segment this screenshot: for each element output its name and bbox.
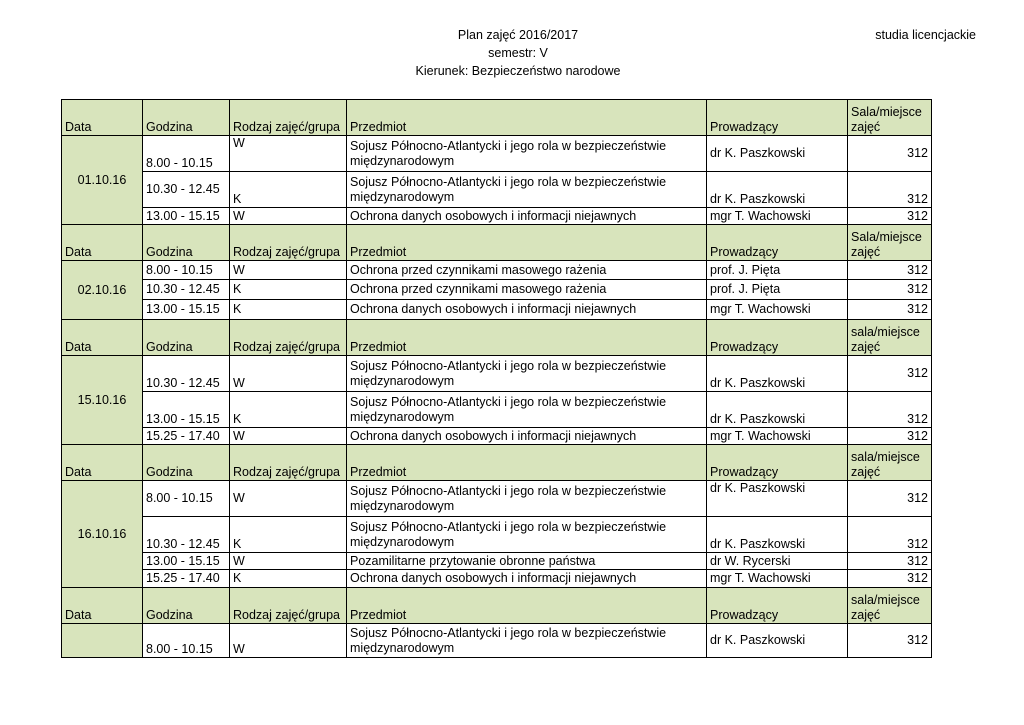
time-cell: 10.30 - 12.45 [143, 172, 230, 208]
type-cell: K [230, 392, 347, 428]
subject-cell: Ochrona danych osobowych i informacji niejawnych [347, 208, 707, 225]
table-row [62, 553, 932, 570]
room-cell: 312 [848, 280, 932, 300]
plan-title: Plan zajęć 2016/2017 [457, 28, 579, 42]
col-header-room: Sala/miejsce zajęć [848, 100, 932, 136]
teacher-cell: dr W. Rycerski [707, 553, 848, 570]
table-row [62, 356, 932, 392]
col-header-date: Data [62, 225, 143, 261]
teacher-cell: mgr T. Wachowski [707, 428, 848, 445]
col-header-subject: Przedmiot [347, 320, 707, 356]
table-row [62, 261, 932, 280]
type-cell: W [230, 356, 347, 392]
room-cell: 312 [848, 136, 932, 172]
time-cell: 8.00 - 10.15 [143, 261, 230, 280]
col-header-time: Godzina [143, 445, 230, 481]
col-header-time: Godzina [143, 225, 230, 261]
type-cell: W [230, 261, 347, 280]
col-header-teacher: Prowadzący [707, 445, 848, 481]
date-cell: 01.10.16 [62, 136, 143, 225]
col-header-subject: Przedmiot [347, 588, 707, 624]
major-label: Kierunek: Bezpieczeństwo narodowe [415, 64, 621, 78]
subject-cell: Ochrona danych osobowych i informacji niejawnych [347, 428, 707, 445]
teacher-cell: prof. J. Pięta [707, 261, 848, 280]
schedule-table [61, 99, 932, 658]
col-header-type: Rodzaj zajęć/grupa [230, 320, 347, 356]
type-cell: K [230, 517, 347, 553]
room-cell: 312 [848, 624, 932, 658]
type-cell: K [230, 280, 347, 300]
header-row [62, 588, 932, 624]
subject-cell: Sojusz Północno-Atlantycki i jego rola w bezpieczeństwie międzynarodowym [347, 517, 707, 553]
time-cell: 15.25 - 17.40 [143, 570, 230, 588]
subject-cell: Ochrona danych osobowych i informacji niejawnych [347, 570, 707, 588]
time-cell: 13.00 - 15.15 [143, 553, 230, 570]
teacher-cell: mgr T. Wachowski [707, 570, 848, 588]
semester-label: semestr: V [488, 46, 548, 60]
room-cell: 312 [848, 356, 932, 392]
teacher-cell: dr K. Paszkowski [707, 392, 848, 428]
teacher-cell: dr K. Paszkowski [707, 172, 848, 208]
col-header-subject: Przedmiot [347, 225, 707, 261]
teacher-cell: dr K. Paszkowski [707, 356, 848, 392]
table-row [62, 570, 932, 588]
col-header-type: Rodzaj zajęć/grupa [230, 225, 347, 261]
col-header-teacher: Prowadzący [707, 320, 848, 356]
col-header-time: Godzina [143, 100, 230, 136]
type-cell: W [230, 481, 347, 517]
table-row [62, 136, 932, 172]
col-header-room: sala/miejsce zajęć [848, 588, 932, 624]
subject-cell: Ochrona danych osobowych i informacji niejawnych [347, 300, 707, 320]
time-cell: 8.00 - 10.15 [143, 136, 230, 172]
col-header-subject: Przedmiot [347, 445, 707, 481]
header-row [62, 445, 932, 481]
teacher-cell: dr K. Paszkowski [707, 517, 848, 553]
header-row [62, 100, 932, 136]
teacher-cell: dr K. Paszkowski [707, 624, 848, 658]
col-header-type: Rodzaj zajęć/grupa [230, 445, 347, 481]
subject-cell: Sojusz Północno-Atlantycki i jego rola w bezpieczeństwie międzynarodowym [347, 172, 707, 208]
subject-cell: Pozamilitarne przytowanie obronne państwa [347, 553, 707, 570]
document-header [368, 26, 668, 80]
type-cell: W [230, 136, 347, 172]
subject-cell: Sojusz Północno-Atlantycki i jego rola w bezpieczeństwie międzynarodowym [347, 481, 707, 517]
room-cell: 312 [848, 300, 932, 320]
type-cell: W [230, 624, 347, 658]
table-row [62, 280, 932, 300]
type-cell: W [230, 553, 347, 570]
table-row [62, 428, 932, 445]
subject-cell: Sojusz Północno-Atlantycki i jego rola w bezpieczeństwie międzynarodowym [347, 356, 707, 392]
table-row [62, 300, 932, 320]
table-row [62, 517, 932, 553]
col-header-teacher: Prowadzący [707, 588, 848, 624]
date-cell: 02.10.16 [62, 261, 143, 320]
room-cell: 312 [848, 517, 932, 553]
table-row [62, 481, 932, 517]
col-header-date: Data [62, 445, 143, 481]
teacher-cell: prof. J. Pięta [707, 280, 848, 300]
subject-cell: Sojusz Północno-Atlantycki i jego rola w bezpieczeństwie międzynarodowym [347, 136, 707, 172]
table-row [62, 624, 932, 658]
col-header-room: sala/miejsce zajęć [848, 320, 932, 356]
subject-cell: Sojusz Północno-Atlantycki i jego rola w bezpieczeństwie międzynarodowym [347, 392, 707, 428]
teacher-cell: dr K. Paszkowski [707, 481, 848, 517]
study-level-label: studia licencjackie [875, 28, 976, 42]
col-header-type: Rodzaj zajęć/grupa [230, 588, 347, 624]
table-row [62, 392, 932, 428]
col-header-date: Data [62, 588, 143, 624]
type-cell: W [230, 208, 347, 225]
subject-cell: Sojusz Północno-Atlantycki i jego rola w bezpieczeństwie międzynarodowym [347, 624, 707, 658]
header-row [62, 225, 932, 261]
time-cell: 13.00 - 15.15 [143, 208, 230, 225]
col-header-teacher: Prowadzący [707, 225, 848, 261]
room-cell: 312 [848, 481, 932, 517]
time-cell: 13.00 - 15.15 [143, 300, 230, 320]
time-cell: 15.25 - 17.40 [143, 428, 230, 445]
time-cell: 10.30 - 12.45 [143, 280, 230, 300]
col-header-subject: Przedmiot [347, 100, 707, 136]
room-cell: 312 [848, 570, 932, 588]
col-header-time: Godzina [143, 588, 230, 624]
subject-cell: Ochrona przed czynnikami masowego rażenia [347, 261, 707, 280]
time-cell: 10.30 - 12.45 [143, 356, 230, 392]
room-cell: 312 [848, 553, 932, 570]
table-row [62, 208, 932, 225]
time-cell: 13.00 - 15.15 [143, 392, 230, 428]
col-header-type: Rodzaj zajęć/grupa [230, 100, 347, 136]
date-cell [62, 624, 143, 658]
teacher-cell: mgr T. Wachowski [707, 300, 848, 320]
col-header-time: Godzina [143, 320, 230, 356]
col-header-room: sala/miejsce zajęć [848, 445, 932, 481]
table-row [62, 172, 932, 208]
time-cell: 8.00 - 10.15 [143, 624, 230, 658]
type-cell: W [230, 428, 347, 445]
subject-cell: Ochrona przed czynnikami masowego rażenia [347, 280, 707, 300]
type-cell: K [230, 300, 347, 320]
type-cell: K [230, 570, 347, 588]
time-cell: 10.30 - 12.45 [143, 517, 230, 553]
room-cell: 312 [848, 261, 932, 280]
date-cell: 16.10.16 [62, 481, 143, 588]
room-cell: 312 [848, 208, 932, 225]
col-header-room: Sala/miejsce zajęć [848, 225, 932, 261]
header-row [62, 320, 932, 356]
room-cell: 312 [848, 392, 932, 428]
col-header-date: Data [62, 320, 143, 356]
col-header-teacher: Prowadzący [707, 100, 848, 136]
teacher-cell: dr K. Paszkowski [707, 136, 848, 172]
date-cell: 15.10.16 [62, 356, 143, 445]
room-cell: 312 [848, 172, 932, 208]
room-cell: 312 [848, 428, 932, 445]
time-cell: 8.00 - 10.15 [143, 481, 230, 517]
type-cell: K [230, 172, 347, 208]
col-header-date: Data [62, 100, 143, 136]
teacher-cell: mgr T. Wachowski [707, 208, 848, 225]
